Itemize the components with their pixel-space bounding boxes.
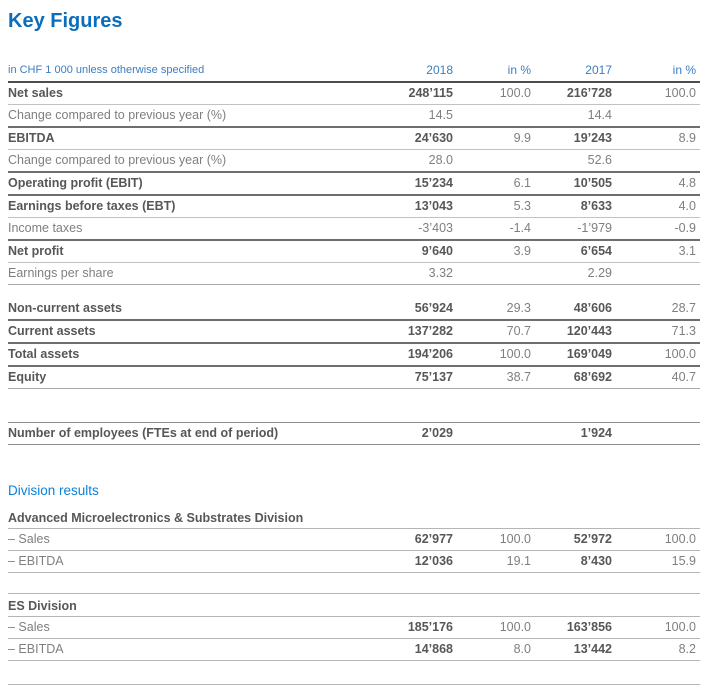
value-2018: 3.32 [428,266,453,280]
table-row [8,195,700,218]
row-label: Operating profit (EBIT) [8,176,143,190]
percent-2018: 29.3 [506,301,531,315]
percent-2017: 28.7 [671,301,696,315]
percent-2018: 100.0 [499,347,531,361]
percent-2018 [453,150,531,173]
value-2017: 8’430 [580,554,612,568]
value-2018: 56’924 [414,301,453,315]
value-2018: 14.5 [428,108,453,122]
row-label: Change compared to previous year (%) [8,108,227,122]
value-2017: 8’633 [580,199,612,213]
value-2017: 68’692 [573,370,612,384]
page-title: Key Figures [8,10,123,32]
percent-2017: 15.9 [671,554,696,568]
value-2018: 137’282 [407,324,453,338]
division-name-ams: Advanced Microelectronics & Substrates Division [8,511,304,525]
percent-2018: 70.7 [506,324,531,338]
value-2017: 169’049 [566,347,612,361]
value-2017: -1’979 [577,221,612,235]
division-name-es: ES Division [8,599,77,613]
value-2018: 28.0 [428,153,453,167]
percent-2017: 40.7 [671,370,696,384]
value-2018: 14’868 [414,642,453,656]
table-row [8,320,700,343]
percent-2017 [612,423,700,445]
table-row [8,127,700,150]
balance-sheet-table [8,298,700,389]
percent-2017: 8.9 [678,131,696,145]
division-group-es [8,593,700,661]
percent-2017: 100.0 [664,532,696,546]
row-label: Number of employees (FTEs at end of period) [8,426,279,440]
row-label: Earnings per share [8,266,114,280]
table-row [8,105,700,128]
percent-2017 [612,105,700,128]
row-label: EBITDA [8,131,55,145]
value-2018: 75’137 [414,370,453,384]
table-row [8,263,700,285]
table-row [8,423,700,445]
percent-2017: 8.2 [678,642,696,656]
percent-2018 [453,105,531,128]
row-label: Net sales [8,86,63,100]
value-2018: 13’043 [414,199,453,213]
value-2018: -3’403 [418,221,453,235]
percent-2018: 100.0 [499,532,531,546]
percent-2018: -1.4 [509,221,531,235]
row-label: Earnings before taxes (EBT) [8,199,176,213]
division-group-ams [8,511,700,573]
value-2017: 13’442 [573,642,612,656]
row-label: – Sales [8,532,50,546]
row-label: Total assets [8,347,80,361]
table-row [8,343,700,366]
row-label: Income taxes [8,221,83,235]
value-2017: 216’728 [566,86,612,100]
percent-2018: 19.1 [506,554,531,568]
percent-2017: 4.0 [678,199,696,213]
row-label: Change compared to previous year (%) [8,153,227,167]
table-row [8,551,700,573]
percent-2017: 4.8 [678,176,696,190]
percent-2018: 100.0 [499,86,531,100]
employees-table [8,422,700,445]
percent-2018: 3.9 [513,244,531,258]
row-label: Equity [8,370,47,384]
percent-2018: 8.0 [513,642,531,656]
percent-2017: 100.0 [664,347,696,361]
division-table-es [8,616,700,661]
table-row [8,82,700,105]
value-2017: 1’924 [580,426,612,440]
value-2018: 2’029 [421,426,453,440]
row-label: – EBITDA [8,642,64,656]
percent-2017: -0.9 [674,221,696,235]
table-row [8,150,700,173]
table-row [8,639,700,661]
row-label: Net profit [8,244,64,258]
table-row [8,218,700,241]
division-results-heading: Division results [8,483,99,498]
percent-2017: 100.0 [664,86,696,100]
unit-note: in CHF 1 000 unless otherwise specified [8,64,205,76]
column-header-2017: 2017 [585,63,612,77]
table-row [8,240,700,263]
value-2018: 185’176 [407,620,453,634]
row-label: – Sales [8,620,50,634]
percent-2017: 3.1 [678,244,696,258]
row-label: Current assets [8,324,96,338]
percent-2018: 9.9 [513,131,531,145]
value-2017: 6’654 [580,244,612,258]
column-header-2018: 2018 [426,63,453,77]
table-row [8,617,700,639]
table-row [8,529,700,551]
value-2018: 194’206 [407,347,453,361]
division-table-ams [8,528,700,573]
value-2018: 24’630 [414,131,453,145]
percent-2018 [453,423,531,445]
value-2017: 14.4 [587,108,612,122]
percent-2017 [612,150,700,173]
value-2018: 62’977 [414,532,453,546]
table-row [8,366,700,389]
key-figures-table [8,60,700,285]
percent-2018 [453,263,531,285]
value-2018: 9’640 [421,244,453,258]
percent-2018: 5.3 [513,199,531,213]
percent-2017: 71.3 [671,324,696,338]
value-2018: 248’115 [408,86,453,100]
value-2017: 120’443 [566,324,612,338]
table-row [8,172,700,195]
value-2017: 52’972 [573,532,612,546]
table-header-row [8,60,700,82]
column-header-pct-2017: in % [672,63,696,77]
value-2017: 19’243 [573,131,612,145]
row-label: – EBITDA [8,554,64,568]
value-2017: 48’606 [573,301,612,315]
value-2018: 15’234 [414,176,453,190]
percent-2018: 100.0 [499,620,531,634]
row-label: Non-current assets [8,301,122,315]
value-2017: 10’505 [573,176,612,190]
value-2017: 2.29 [587,266,612,280]
percent-2018: 38.7 [506,370,531,384]
percent-2018: 6.1 [513,176,531,190]
table-row [8,298,700,320]
percent-2017: 100.0 [664,620,696,634]
percent-2017 [612,263,700,285]
column-header-pct-2018: in % [507,63,531,77]
value-2018: 12’036 [414,554,453,568]
value-2017: 163’856 [566,620,612,634]
value-2017: 52.6 [587,153,612,167]
